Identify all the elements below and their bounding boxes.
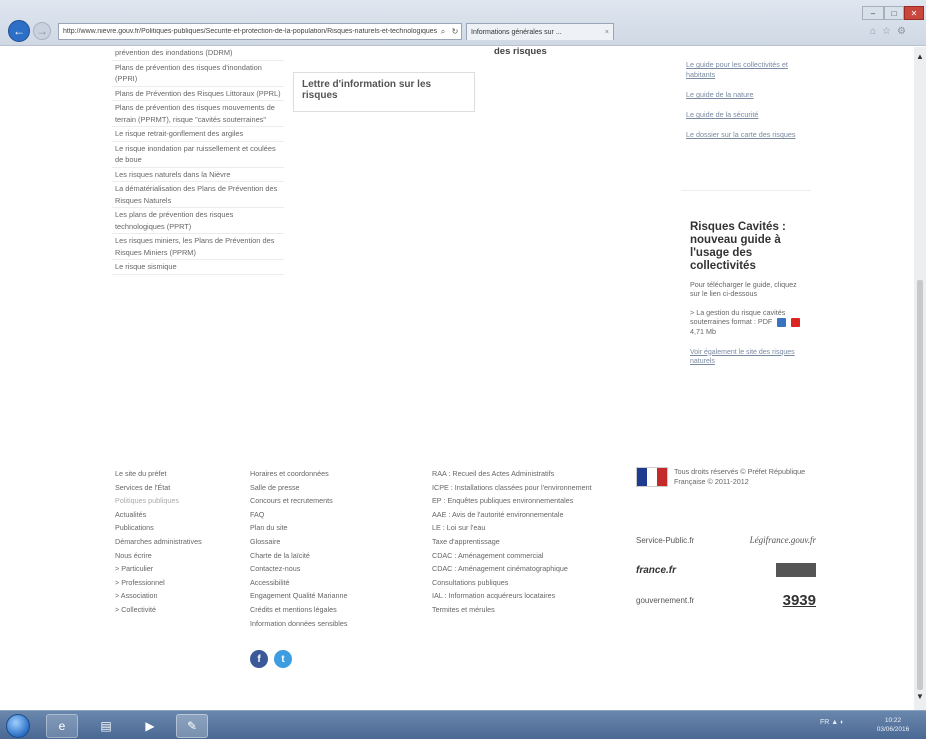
scroll-up-arrow-icon[interactable]: ▲ bbox=[916, 52, 924, 61]
left-nav-item[interactable]: Plans de prévention des risques mouvements de terrain (PPRMT), risque "cavités souterraines" bbox=[112, 101, 284, 127]
forward-button[interactable] bbox=[33, 22, 51, 40]
footer-link[interactable]: Publications bbox=[115, 523, 154, 533]
right-sidebar-links bbox=[686, 60, 810, 150]
footer-link[interactable]: Accessibilité bbox=[250, 577, 290, 587]
social-links bbox=[250, 650, 292, 668]
footer-link[interactable]: Plan du site bbox=[250, 523, 288, 533]
left-nav-list bbox=[112, 46, 284, 275]
left-nav-item[interactable]: Le risque retrait-gonflement des argiles bbox=[112, 127, 284, 142]
footer-col-1 bbox=[115, 467, 235, 617]
footer-link[interactable]: CDAC : Aménagement cinématographique bbox=[432, 564, 568, 574]
cavities-guide-title: Risques Cavités : nouveau guide à l'usage des collectivités bbox=[690, 221, 786, 272]
footer-link[interactable]: AAE : Avis de l'autorité environnementale bbox=[432, 509, 564, 519]
footer-link[interactable]: Consultations publiques bbox=[432, 577, 509, 587]
minimize-button[interactable]: – bbox=[862, 6, 884, 20]
left-nav-item[interactable]: Les risques naturels dans la Nièvre bbox=[112, 168, 284, 183]
footer-link[interactable]: Le site du préfet bbox=[115, 469, 167, 478]
settings-gear-icon[interactable]: ⚙ bbox=[897, 26, 906, 37]
footer-col-2 bbox=[250, 467, 420, 630]
footer-link[interactable]: Termites et mérules bbox=[432, 604, 495, 614]
rights-row bbox=[636, 467, 816, 487]
file-size: 4,71 Mb bbox=[690, 326, 716, 336]
footer-link[interactable]: Horaires et coordonnées bbox=[250, 469, 329, 478]
footer-col-3 bbox=[432, 467, 622, 617]
footer-col-4 bbox=[636, 467, 816, 487]
legifrance-logo[interactable]: Légifrance.gouv.fr bbox=[749, 535, 816, 545]
gouvernement-logo[interactable] bbox=[776, 563, 816, 577]
footer-link[interactable]: > Professionnel bbox=[115, 577, 165, 587]
close-tab-icon[interactable]: × bbox=[604, 28, 609, 36]
cavities-guide-intro: Pour télécharger le guide, cliquez sur le lien ci-dessous bbox=[690, 280, 797, 298]
footer-link[interactable]: ICPE : Installations classées pour l'environnement bbox=[432, 482, 592, 492]
footer-link[interactable]: Salle de presse bbox=[250, 482, 300, 492]
footer-link[interactable]: EP : Enquêtes publiques environnementales bbox=[432, 496, 574, 506]
browser-chrome bbox=[0, 0, 926, 46]
footer-link[interactable]: Engagement Qualité Marianne bbox=[250, 591, 348, 601]
pdf-icon[interactable] bbox=[791, 318, 800, 327]
footer-link[interactable]: Contactez-nous bbox=[250, 564, 301, 574]
url-text[interactable]: http://www.nievre.gouv.fr/Politiques-publiques/Securite-et-protection-de-la-population/Risques-naturels-et-technologiques bbox=[63, 28, 437, 35]
more-risks-link[interactable]: Voir également le site des risques naturels bbox=[690, 348, 795, 365]
explorer-taskbar-icon[interactable]: ▤ bbox=[100, 719, 112, 733]
marianne-logo bbox=[636, 467, 668, 487]
service-public-logo[interactable]: Service-Public.fr bbox=[636, 535, 695, 545]
cavities-guide-box bbox=[681, 190, 811, 410]
sidebar-link[interactable]: Le guide de la sécurité bbox=[686, 110, 759, 119]
twitter-icon[interactable]: t bbox=[274, 650, 292, 668]
system-tray[interactable]: FR ▲ ◐ bbox=[820, 719, 845, 726]
france-fr-logo[interactable]: france.fr bbox=[636, 564, 677, 576]
footer-link[interactable]: Nous écrire bbox=[115, 550, 152, 560]
footer-link[interactable]: Politiques publiques bbox=[115, 496, 179, 506]
footer-link[interactable]: > Association bbox=[115, 591, 158, 601]
footer-link[interactable]: IAL : Information acquéreurs locataires bbox=[432, 591, 556, 601]
vertical-scrollbar-thumb[interactable] bbox=[917, 280, 923, 690]
ie-taskbar-icon[interactable]: e bbox=[46, 714, 78, 738]
footer-link[interactable]: Crédits et mentions légales bbox=[250, 604, 337, 614]
footer-link[interactable]: Charte de la laïcité bbox=[250, 550, 310, 560]
sidebar-link[interactable]: Le dossier sur la carte des risques bbox=[686, 130, 796, 139]
left-nav-item[interactable]: Plans de Prévention des Risques Littoraux (PPRL) bbox=[112, 87, 284, 102]
sidebar-link[interactable]: Le guide de la nature bbox=[686, 90, 754, 99]
back-button[interactable] bbox=[8, 20, 30, 42]
search-icon[interactable]: ⌕ bbox=[440, 26, 446, 36]
back-arrow-icon: ← bbox=[13, 24, 25, 38]
tab-label: Informations générales sur ... bbox=[471, 28, 562, 36]
left-nav-item[interactable]: Le risque inondation par ruissellement et coulées de boue bbox=[112, 142, 284, 168]
rights-text: Tous droits réservés © Préfet République Française © 2011-2012 bbox=[674, 467, 806, 486]
gouvernement-fr-logo[interactable]: gouvernement.fr bbox=[636, 595, 695, 605]
footer-link[interactable]: Actualités bbox=[115, 509, 147, 519]
footer-link[interactable]: Glossaire bbox=[250, 536, 281, 546]
browser-tab[interactable] bbox=[466, 23, 614, 40]
left-nav-item[interactable]: Plans de prévention des risques d'inondation (PPRI) bbox=[112, 61, 284, 87]
home-icon[interactable]: ⌂ bbox=[870, 26, 877, 37]
paint-taskbar-icon[interactable]: ✎ bbox=[176, 714, 208, 738]
newsletter-box[interactable] bbox=[293, 72, 475, 112]
save-icon[interactable] bbox=[777, 318, 786, 327]
footer-link[interactable]: > Collectivité bbox=[115, 604, 156, 614]
left-nav-item[interactable]: Le risque sismique bbox=[112, 260, 284, 275]
media-taskbar-icon[interactable]: ▶ bbox=[145, 719, 155, 733]
footer-link[interactable]: > Particulier bbox=[115, 564, 154, 574]
footer-link[interactable]: RAA : Recueil des Actes Administratifs bbox=[432, 469, 555, 478]
left-nav-item[interactable]: Les plans de prévention des risques technologiques (PPRT) bbox=[112, 208, 284, 234]
left-nav-item[interactable]: prévention des inondations (DDRM) bbox=[112, 46, 284, 61]
pdf-download-link[interactable]: > La gestion du risque cavités souterraines format : PDF 4,71 Mb bbox=[690, 308, 805, 336]
facebook-icon[interactable]: f bbox=[250, 650, 268, 668]
n3939-logo[interactable]: 3939 bbox=[782, 591, 816, 609]
address-bar[interactable] bbox=[58, 23, 462, 40]
scroll-down-arrow-icon[interactable]: ▼ bbox=[916, 692, 924, 701]
footer-logos bbox=[636, 525, 816, 615]
footer-link[interactable]: CDAC : Aménagement commercial bbox=[432, 550, 544, 560]
start-button[interactable] bbox=[6, 714, 30, 738]
sidebar-link[interactable]: Le guide pour les collectivités et habitants bbox=[686, 60, 788, 79]
footer-link[interactable]: Information données sensibles bbox=[250, 618, 348, 628]
left-nav-item[interactable]: Les risques miniers, les Plans de Prévention des Risques Miniers (PPRM) bbox=[112, 234, 284, 260]
browser-tools bbox=[870, 26, 906, 37]
refresh-icon[interactable]: ↻ bbox=[451, 27, 459, 36]
footer-link[interactable]: Concours et recrutements bbox=[250, 496, 333, 506]
footer-link[interactable]: Taxe d'apprentissage bbox=[432, 536, 500, 546]
section-heading: des risques bbox=[494, 46, 547, 57]
windows-taskbar bbox=[0, 710, 926, 739]
newsletter-title[interactable]: Lettre d'information sur les risques bbox=[302, 79, 432, 101]
left-nav-item[interactable]: La dématérialisation des Plans de Prévention des Risques Naturels bbox=[112, 182, 284, 208]
close-window-button[interactable]: ✕ bbox=[904, 6, 924, 20]
footer-link[interactable]: LE : Loi sur l'eau bbox=[432, 523, 486, 533]
taskbar-clock[interactable]: 10:22 03/06/2016 bbox=[876, 717, 910, 733]
footer-link[interactable]: Démarches administratives bbox=[115, 536, 202, 546]
maximize-button[interactable]: □ bbox=[884, 6, 904, 20]
forward-arrow-icon: → bbox=[36, 24, 48, 38]
footer-link[interactable]: FAQ bbox=[250, 509, 265, 519]
favorites-icon[interactable]: ☆ bbox=[882, 26, 892, 37]
footer-link[interactable]: Services de l'État bbox=[115, 482, 171, 492]
